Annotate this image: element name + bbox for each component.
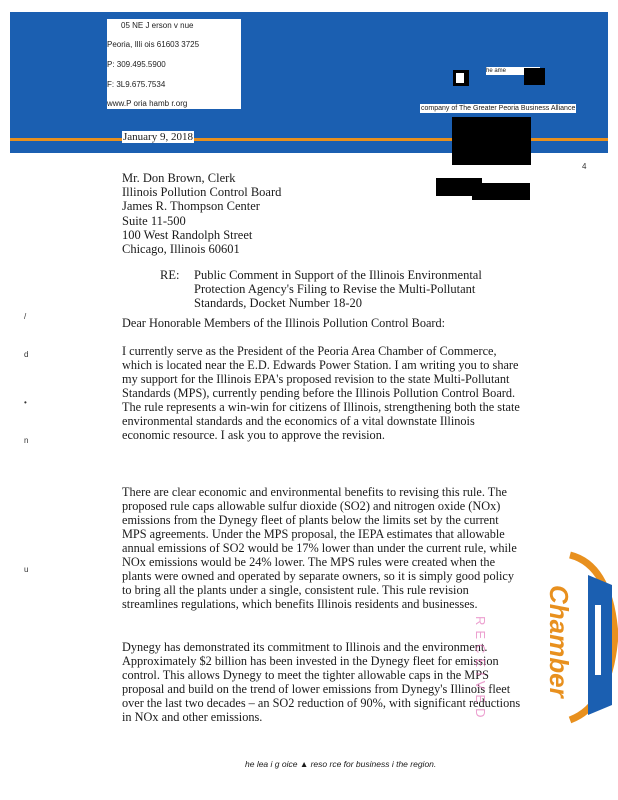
recipient-line: Suite 11-500 bbox=[122, 213, 186, 228]
re-label: RE: bbox=[160, 268, 180, 282]
body-paragraph: I currently serve as the President of the Peoria Area Chamber of Commerce, which is located near the E.D. Edwards Power Station. I am writing you to share my support for the Illinois EPA's proposed revision to the state Multi-Pollutant Standards (MPS), currently pending before the Illinois Pollution Control Board. The rule represents a win-win for citizens of Illinois, strengthening both the state environmental standards and the economics of a vital downstate Illinois economic resource. I ask you to approve the revision. bbox=[122, 344, 520, 442]
redaction-block bbox=[452, 117, 531, 165]
recipient-line: James R. Thompson Center bbox=[122, 199, 260, 214]
recipient-address bbox=[122, 171, 281, 256]
scan-mark: / bbox=[24, 312, 27, 321]
logo-text: Chamber bbox=[544, 585, 574, 698]
scan-mark: n bbox=[24, 436, 29, 445]
website: www.P oria hamb r.org bbox=[107, 99, 188, 108]
salutation: Dear Honorable Members of the Illinois Pollution Control Board: bbox=[122, 316, 446, 330]
body-paragraph: Dynegy has demonstrated its commitment to Illinois and the environment. Approximately $2 billion has been invested in the Dynegy fleet for emission control. This allows Dynegy to meet the tighter allowable caps in the MPS proposal and build on the trend of lower emissions from Dynegy's Illinois fleet over the last two decades – an SO2 reduction of 90%, with significant reductions in NOx and other emissions. bbox=[122, 640, 521, 724]
address-line: Peoria, Illi ois 61603 3725 bbox=[107, 40, 200, 49]
scan-artifact bbox=[456, 73, 464, 83]
letterhead-address bbox=[107, 19, 241, 109]
body-paragraph: There are clear economic and environmental benefits to revising this rule. The proposed rule caps allowable sulfur dioxide (SO2) and nitrogen oxide (NOx) emissions from the Dynegy fleet of plants below the limits set by the current MPS agreements. Under the MPS proposal, the IEPA estimates that allowable annual emissions of SO2 would be 17% lower than under the current rule, while NOx emissions would be 24% lower. The MPS rules were created when the plants were owned and operated by separate owners, so it is simply good policy to bring all the plants under a single, consistent rule. This rule revision streamlines regulations, which benefits Illinois residents and businesses. bbox=[122, 485, 517, 611]
received-stamp: RECEIVED bbox=[473, 616, 488, 723]
scan-mark: 4 bbox=[582, 162, 587, 171]
recipient-line: Mr. Don Brown, Clerk bbox=[122, 171, 236, 185]
scan-mark: • bbox=[24, 398, 27, 407]
fax: F: 3L9.675.7534 bbox=[107, 80, 166, 89]
recipient-line: Chicago, Illinois 60601 bbox=[122, 242, 240, 257]
address-line: 05 NE J erson v nue bbox=[121, 21, 194, 30]
recipient-line: 100 West Randolph Street bbox=[122, 227, 253, 242]
tagline-fragment: he ame bbox=[486, 67, 540, 75]
scan-mark: u bbox=[24, 565, 29, 574]
recipient-line: Illinois Pollution Control Board bbox=[122, 185, 282, 200]
chamber-logo bbox=[540, 545, 618, 725]
subject-line: Public Comment in Support of the Illinois Environmental Protection Agency's Filing to Revise the Multi-Pollutant Standards, Docket Number 18-20 bbox=[194, 268, 482, 311]
letter-date: January 9, 2018 bbox=[123, 131, 193, 143]
footer-tagline: he lea i g oice ▲ reso rce for business i the region. bbox=[245, 759, 437, 769]
phone: P: 309.495.5900 bbox=[107, 60, 166, 69]
scan-mark: d bbox=[24, 350, 29, 359]
redaction-block bbox=[524, 68, 545, 85]
logo-stripe bbox=[595, 605, 601, 675]
company-line: company of The Greater Peoria Business Alliance bbox=[421, 105, 576, 112]
redaction-block bbox=[472, 183, 530, 200]
